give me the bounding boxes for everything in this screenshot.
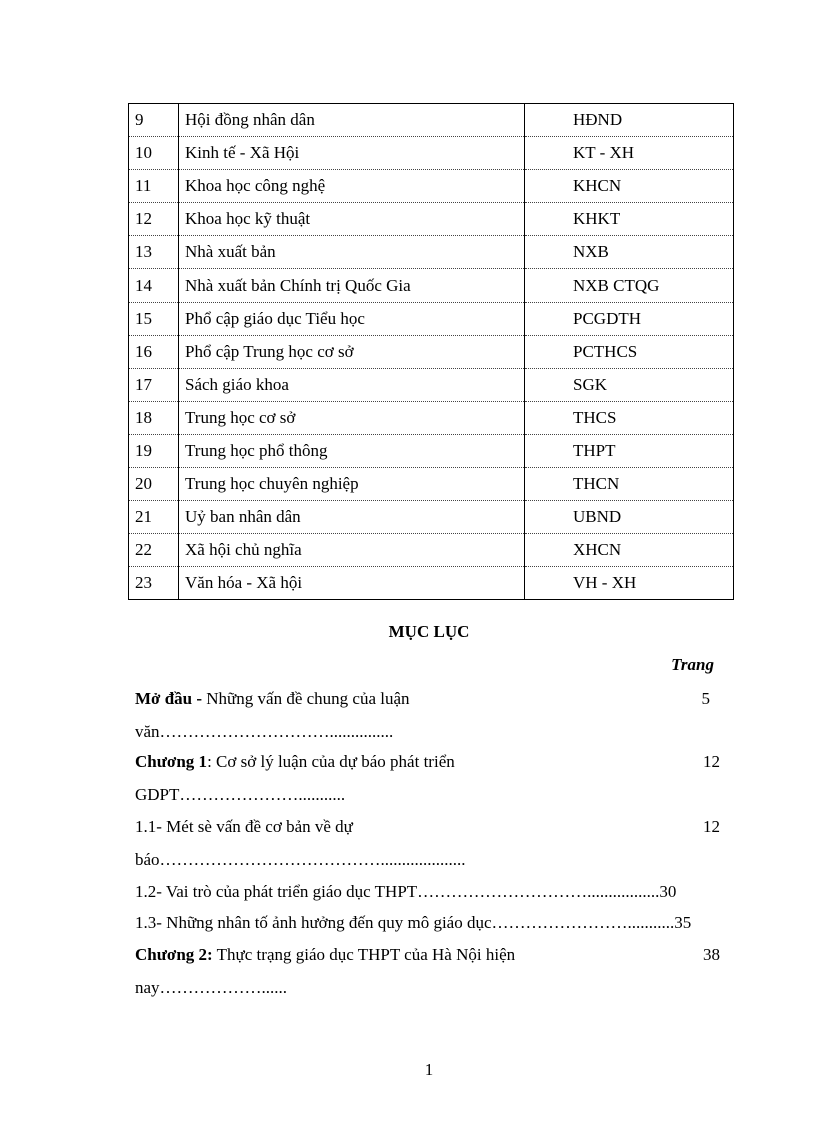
toc-entry-bold: Chương 2: xyxy=(135,945,213,964)
toc-entry-continuation: văn…………………………............... xyxy=(135,722,394,741)
full-name: Kinh tế - Xã Hội xyxy=(179,137,525,170)
toc-entry-page: 12 xyxy=(703,752,720,771)
table-row xyxy=(129,468,734,501)
row-number: 22 xyxy=(129,534,179,567)
full-name: Nhà xuất bản xyxy=(179,236,525,269)
table-row xyxy=(129,137,734,170)
full-name: Phổ cập Trung học cơ sở xyxy=(179,335,525,368)
table-row xyxy=(129,269,734,302)
toc-entry-page: 38 xyxy=(703,945,720,964)
abbreviation: PCTHCS xyxy=(525,335,734,368)
full-name: Trung học phổ thông xyxy=(179,434,525,467)
abbreviation: KHKT xyxy=(525,203,734,236)
abbreviation-table xyxy=(128,103,734,600)
abbreviation: THPT xyxy=(525,434,734,467)
row-number: 10 xyxy=(129,137,179,170)
full-name: Trung học cơ sở xyxy=(179,401,525,434)
full-name: Phổ cập giáo dục Tiểu học xyxy=(179,302,525,335)
abbreviation: VH - XH xyxy=(525,567,734,600)
row-number: 11 xyxy=(129,170,179,203)
full-name: Uỷ ban nhân dân xyxy=(179,501,525,534)
toc-entry-mo-dau[interactable] xyxy=(135,682,720,748)
row-number: 18 xyxy=(129,401,179,434)
toc-page-column-header: Trang xyxy=(671,655,714,674)
table-row xyxy=(129,302,734,335)
toc-entry-continuation: báo………………………………….................... xyxy=(135,850,466,869)
full-name: Trung học chuyên nghiệp xyxy=(179,468,525,501)
toc-title: MỤC LỤC xyxy=(388,622,470,641)
full-name: Văn hóa - Xã hội xyxy=(179,567,525,600)
toc-entry-continuation: nay………………...... xyxy=(135,978,288,997)
row-number: 19 xyxy=(129,434,179,467)
toc-entry-bold: Mở đầu - xyxy=(135,689,203,708)
table-row xyxy=(129,401,734,434)
toc-entry-text: Thực trạng giáo dục THPT của Hà Nội hiện xyxy=(212,945,516,964)
abbreviation: THCS xyxy=(525,401,734,434)
toc-entry-text: : Cơ sở lý luận của dự báo phát triển xyxy=(207,752,455,771)
toc-entry-text: Những vấn đề chung của luận xyxy=(202,689,410,708)
abbreviation: NXB xyxy=(525,236,734,269)
full-name: Khoa học công nghệ xyxy=(179,170,525,203)
abbreviation: KT - XH xyxy=(525,137,734,170)
row-number: 9 xyxy=(129,104,179,137)
full-name: Nhà xuất bản Chính trị Quốc Gia xyxy=(179,269,525,302)
full-name: Sách giáo khoa xyxy=(179,368,525,401)
toc-entry-page: 35 xyxy=(674,913,692,932)
table-row xyxy=(129,335,734,368)
toc-entry-chuong-1[interactable] xyxy=(135,745,720,811)
toc-entry-page: 12 xyxy=(703,817,720,836)
toc-entry-bold: Chương 1 xyxy=(135,752,208,771)
toc-entry-continuation: GDPT…………………........... xyxy=(135,785,346,804)
full-name: Xã hội chủ nghĩa xyxy=(179,534,525,567)
table-row xyxy=(129,236,734,269)
row-number: 14 xyxy=(129,269,179,302)
table-row xyxy=(129,203,734,236)
toc-entry-1-3[interactable] xyxy=(135,906,720,939)
full-name: Hội đồng nhân dân xyxy=(179,104,525,137)
row-number: 17 xyxy=(129,368,179,401)
table-row xyxy=(129,567,734,600)
row-number: 20 xyxy=(129,468,179,501)
table-row xyxy=(129,501,734,534)
table-row xyxy=(129,170,734,203)
table-row xyxy=(129,534,734,567)
table-row xyxy=(129,434,734,467)
toc-entry-text: 1.2- Vai trò của phát triển giáo dục THPT…………………………................. xyxy=(135,882,660,901)
page-number: 1 xyxy=(424,1060,434,1079)
abbreviation: NXB CTQG xyxy=(525,269,734,302)
abbreviation: THCN xyxy=(525,468,734,501)
toc-entry-1-1[interactable] xyxy=(135,810,720,876)
abbreviation: SGK xyxy=(525,368,734,401)
toc-entry-page: 30 xyxy=(659,882,677,901)
toc-entry-chuong-2[interactable] xyxy=(135,938,720,1004)
toc-entry-page: 5 xyxy=(701,689,710,708)
row-number: 16 xyxy=(129,335,179,368)
table-row xyxy=(129,104,734,137)
row-number: 15 xyxy=(129,302,179,335)
toc-entry-1-2[interactable] xyxy=(135,875,720,908)
row-number: 13 xyxy=(129,236,179,269)
toc-entry-text: 1.3- Những nhân tố ảnh hưởng đến quy mô giáo dục……………………........... xyxy=(135,913,675,932)
abbreviation: XHCN xyxy=(525,534,734,567)
abbreviation: HĐND xyxy=(525,104,734,137)
abbreviation: UBND xyxy=(525,501,734,534)
row-number: 12 xyxy=(129,203,179,236)
full-name: Khoa học kỹ thuật xyxy=(179,203,525,236)
row-number: 21 xyxy=(129,501,179,534)
toc-entry-text: 1.1- Mét sè vấn đề cơ bản về dự xyxy=(135,817,353,836)
abbreviation: KHCN xyxy=(525,170,734,203)
abbreviation: PCGDTH xyxy=(525,302,734,335)
table-row xyxy=(129,368,734,401)
row-number: 23 xyxy=(129,567,179,600)
